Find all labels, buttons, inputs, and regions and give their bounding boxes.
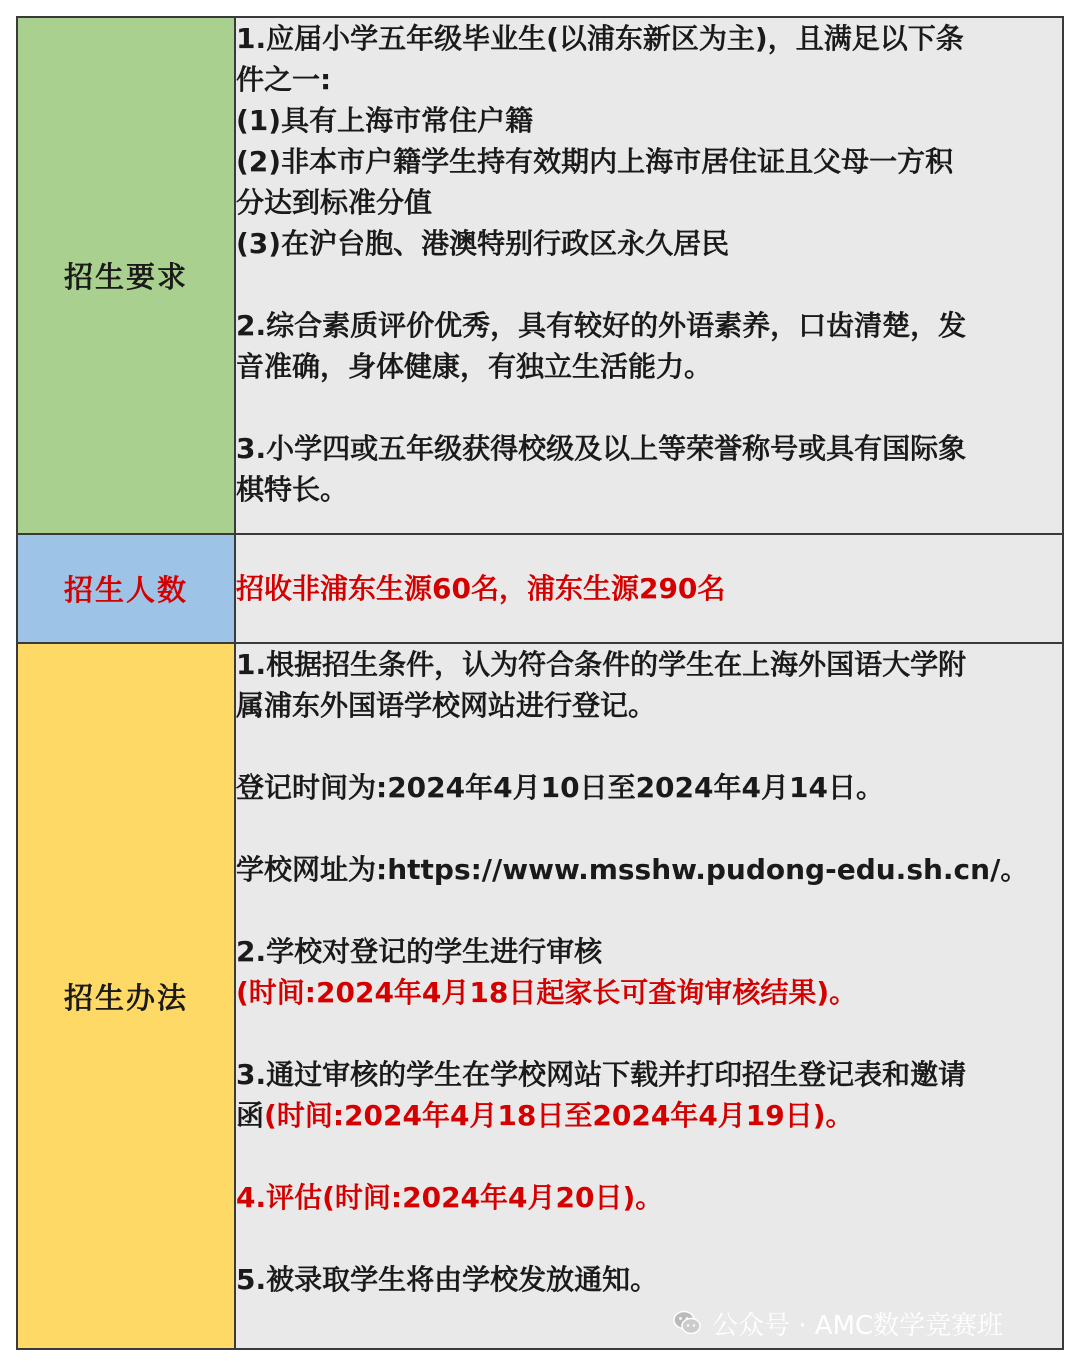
row-method xyxy=(17,643,1063,1349)
method-step2-line2: (时间:2024年4月18日起家长可查询审核结果)。 xyxy=(236,976,858,1009)
content-count xyxy=(235,534,1063,643)
label-count: 招生人数 xyxy=(17,534,235,643)
req-item1-line1: 1.应届小学五年级毕业生(以浦东新区为主)，且满足以下条 xyxy=(236,22,964,55)
method-website: 学校网址为:https://www.msshw.pudong-edu.sh.cn/。 xyxy=(236,853,1029,886)
req-item1-sub1: (1)具有上海市常住户籍 xyxy=(236,104,534,137)
method-step3-line2 xyxy=(236,1095,1062,1136)
method-step3-line1: 3.通过审核的学生在学校网站下载并打印招生登记表和邀请 xyxy=(236,1058,967,1091)
method-step1-line2: 属浦东外国语学校网站进行登记。 xyxy=(236,689,657,722)
method-step1-line1: 1.根据招生条件，认为符合条件的学生在上海外国语大学附 xyxy=(236,648,967,681)
row-requirements xyxy=(17,17,1063,534)
req-item3-line1: 3.小学四或五年级获得校级及以上等荣誉称号或具有国际象 xyxy=(236,432,967,465)
count-text: 招收非浦东生源60名，浦东生源290名 xyxy=(236,572,726,605)
req-item1-sub2-line1: (2)非本市户籍学生持有效期内上海市居住证且父母一方积 xyxy=(236,145,954,178)
wechat-icon xyxy=(672,1308,702,1338)
req-item1-line2: 件之一: xyxy=(236,63,332,96)
req-item2-line1: 2.综合素质评价优秀，具有较好的外语素养，口齿清楚，发 xyxy=(236,309,967,342)
method-reg-time: 登记时间为:2024年4月10日至2024年4月14日。 xyxy=(236,771,884,804)
req-item2-line2: 音准确，身体健康，有独立生活能力。 xyxy=(236,350,713,383)
req-item1-sub2-line2: 分达到标准分值 xyxy=(236,186,433,219)
label-method: 招生办法 xyxy=(17,643,235,1349)
admission-table xyxy=(16,16,1064,1350)
method-step2-line1: 2.学校对登记的学生进行审核 xyxy=(236,935,603,968)
req-item3-line2: 棋特长。 xyxy=(236,473,349,506)
label-requirements: 招生要求 xyxy=(17,17,235,534)
method-step4: 4.评估(时间:2024年4月20日)。 xyxy=(236,1181,664,1214)
watermark-text: 公众号 · AMC数学竞赛班 xyxy=(712,1310,1004,1341)
method-step3-line2-b: (时间:2024年4月18日至2024年4月19日)。 xyxy=(264,1099,854,1132)
watermark xyxy=(672,1304,1003,1342)
method-step3-line2-a: 函 xyxy=(236,1099,265,1132)
method-step5: 5.被录取学生将由学校发放通知。 xyxy=(236,1263,659,1296)
content-method xyxy=(235,643,1063,1349)
row-count xyxy=(17,534,1063,643)
req-item1-sub3: (3)在沪台胞、港澳特别行政区永久居民 xyxy=(236,227,730,260)
content-requirements xyxy=(235,17,1063,534)
